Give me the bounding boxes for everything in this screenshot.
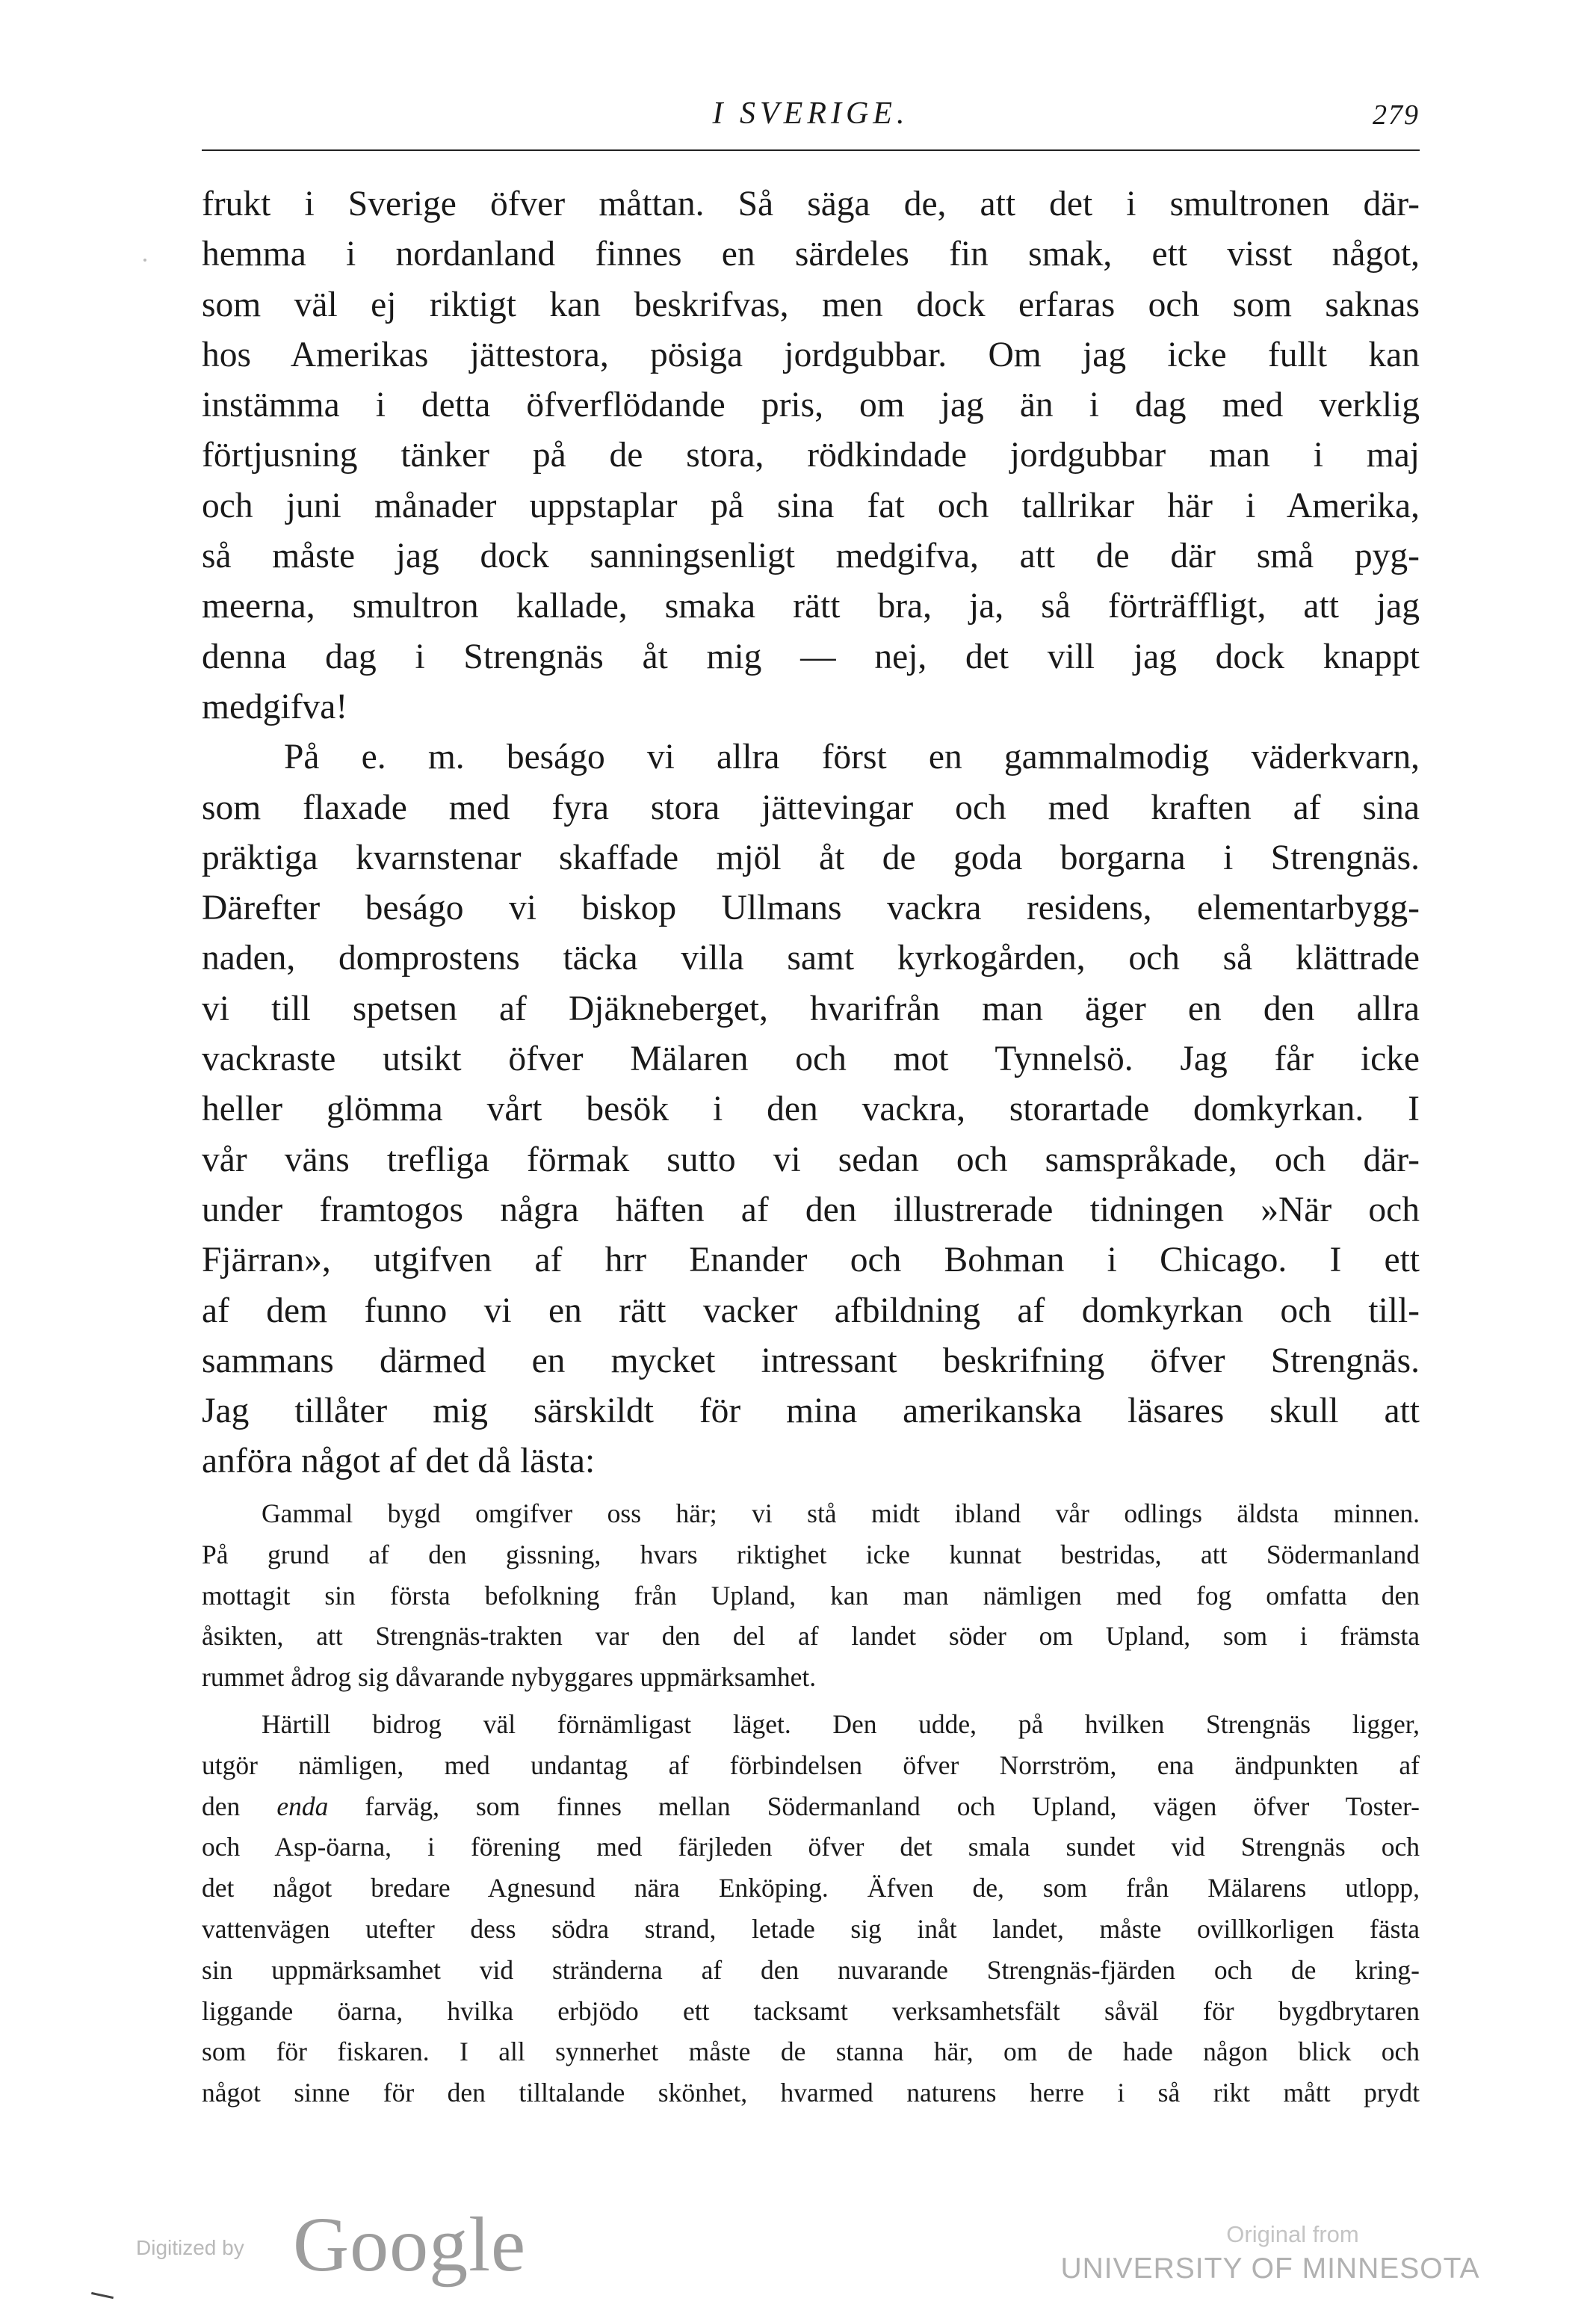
text-line: medgifva! [202,687,348,726]
text-line: sammans därmed en mycket intressant beskrifning öfver Strengnäs. [202,1341,1420,1380]
running-title: I SVERIGE. [712,96,909,131]
university-label: UNIVERSITY OF MINNESOTA [1060,2252,1480,2285]
running-head [202,90,1420,142]
page-number: 279 [1373,99,1420,131]
google-logo: Google [293,2202,527,2288]
quote-line: liggande öarna, hvilka erbjödo ett tacksamt verksamhetsfält såväl för bygdbrytaren [202,1995,1420,2026]
text-line: vi till spetsen af Djäkneberget, hvarifrån man äger en den allra [202,989,1420,1028]
text-line: På e. m. beságo vi allra först en gammalmodig väderkvarn, [284,738,1420,777]
google-watermark [136,2200,527,2288]
text-line: instämma i detta öfverflödande pris, om jag än i dag med verklig [202,386,1420,425]
text-line: förtjusning tänker på de stora, rödkindade jordgubbar man i maj [202,436,1420,475]
text-line: och juni månader uppstaplar på sina fat och tallrikar här i Amerika, [202,486,1420,525]
quote-line: vattenvägen utefter dess södra strand, letade sig inåt landet, måste ovillkorligen fästa [202,1913,1420,1944]
quote-line: åsikten, att Strengnäs-trakten var den del af landet söder om Upland, som i främsta [202,1621,1420,1652]
quote-line: som för fiskaren. I all synnerhet måste de stanna här, om de hade någon blick och [202,2037,1420,2067]
text-line: så måste jag dock sanningsenligt medgifva, att de där små pyg- [202,537,1420,576]
quote-line [202,1786,1420,1827]
text-line: Därefter beságo vi biskop Ullmans vackra residens, elementarbygg- [202,889,1420,928]
text-line: vår väns trefliga förmak sutto vi sedan och samspråkade, och där- [202,1140,1420,1179]
text-line: af dem funno vi en rätt vacker afbildning af domkyrkan och till- [202,1291,1420,1330]
quote-line: det något bredare Agnesund nära Enköping. Äfven de, som från Mälarens utlopp, [202,1873,1420,1903]
quote-line: utgör nämligen, med undantag af förbindelsen öfver Norrström, ena ändpunkten af [202,1750,1420,1780]
quote-line: På grund af den gissning, hvars riktighet icke kunnat bestridas, att Södermanland [202,1539,1420,1569]
text-line: Fjärran», utgifven af hrr Enander och Bohman i Chicago. I ett [202,1241,1420,1280]
text-line: under framtogos några häften af den illustrerade tidningen »När och [202,1190,1420,1229]
text-line: vackraste utsikt öfver Mälaren och mot Tynnelsö. Jag får icke [202,1040,1420,1079]
text-line: heller glömma vårt besök i den vackra, storartade domkyrkan. I [202,1090,1420,1129]
quote-line: Gammal bygd omgifver oss här; vi stå midt ibland vår odlings äldsta minnen. [262,1498,1420,1528]
quote-line: Härtill bidrog väl förnämligast läget. Den udde, på hvilken Strengnäs ligger, [262,1709,1420,1739]
block-quote-paragraph-2 [202,1704,1420,2113]
scan-speck [143,259,146,262]
scan-mark [91,2292,114,2299]
text-line: Jag tillåter mig särskildt för mina amerikanska läsares skull att [202,1392,1420,1431]
text-line: frukt i Sverige öfver måttan. Så säga de, att det i smultronen där- [202,185,1420,223]
digitized-by-label: Digitized by [136,2236,244,2259]
main-text [202,179,1420,1487]
quote-word: den [202,1791,241,1821]
header-rule [202,149,1420,151]
text-line: som väl ej riktigt kan beskrifvas, men dock erfaras och som saknas [202,285,1420,324]
text-line: denna dag i Strengnäs åt mig — nej, det vill jag dock knappt [202,637,1420,676]
text-line: naden, domprostens täcka villa samt kyrkogården, och så klättrade [202,939,1420,978]
quote-line: rummet ådrog sig dåvarande nybyggares uppmärksamhet. [202,1662,817,1693]
text-line: präktiga kvarnstenar skaffade mjöl åt de goda borgarna i Strengnäs. [202,838,1420,877]
block-quote-paragraph-1 [202,1493,1420,1698]
quote-line: sin uppmärksamhet vid stränderna af den nuvarande Strengnäs-fjärden och de kring- [202,1954,1420,1985]
text-line: som flaxade med fyra stora jättevingar och med kraften af sina [202,788,1420,827]
text-line: hemma i nordanland finnes en särdeles fin smak, ett visst något, [202,235,1420,274]
text-line: anföra något af det då lästa: [202,1442,596,1481]
quote-line: och Asp-öarna, i förening med färjleden öfver det smala sundet vid Strengnäs och [202,1832,1420,1862]
quote-line: något sinne för den tilltalande skönhet, hvarmed naturens herre i så rikt mått prydt [202,2078,1420,2108]
quote-text: farväg, som finnes mellan Södermanland och Upland, vägen öfver Toster- [365,1791,1420,1821]
library-watermark [1046,2220,1494,2288]
quote-line: mottagit sin första befolkning från Upland, kan man nämligen med fog omfatta den [202,1580,1420,1611]
original-from-label: Original from [1226,2221,1359,2247]
italic-word: enda [276,1791,329,1821]
text-line: meerna, smultron kallade, smaka rätt bra, ja, så förträffligt, att jag [202,587,1420,626]
text-line: hos Amerikas jättestora, pösiga jordgubbar. Om jag icke fullt kan [202,335,1420,374]
